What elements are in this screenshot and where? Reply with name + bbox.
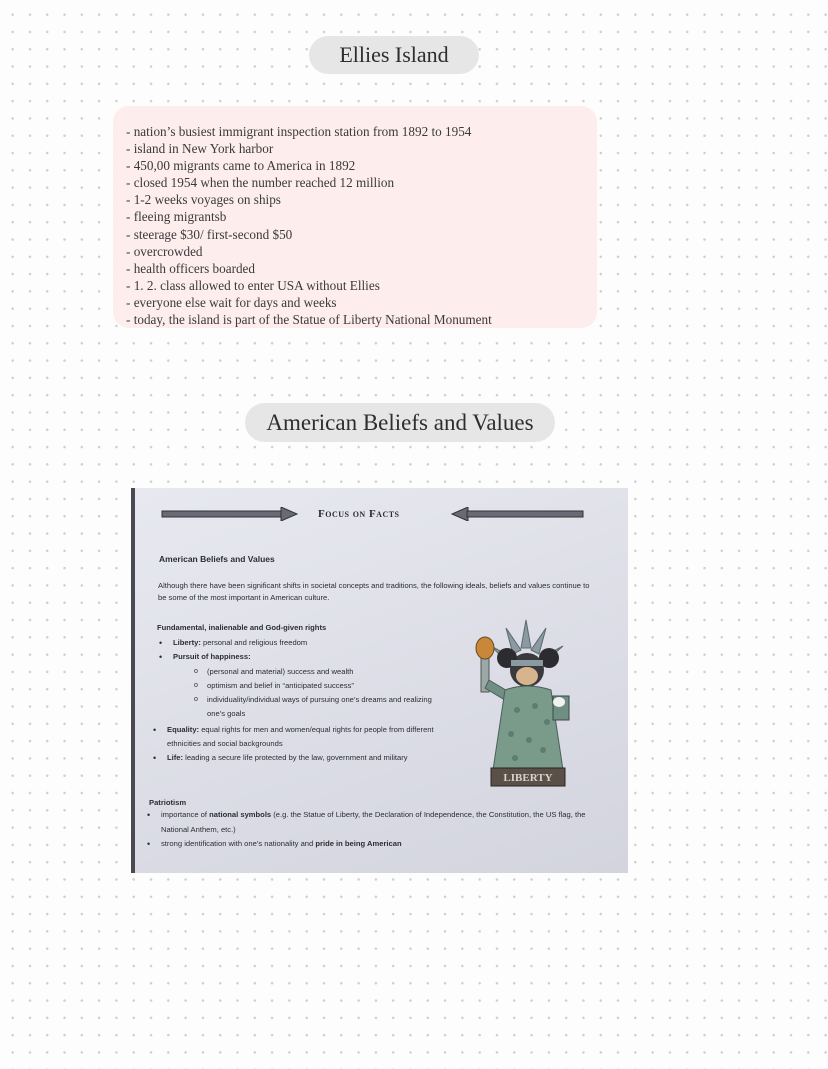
- note-line: - health officers boarded: [126, 260, 256, 276]
- photo-edge: [131, 488, 135, 873]
- rights-list: [157, 636, 417, 664]
- arrow-right-icon: [161, 507, 298, 521]
- mickey-liberty-figurine: [471, 618, 581, 788]
- list-item-text: personal and religious freedom: [200, 638, 308, 647]
- list-item-term: Pursuit of happiness:: [173, 652, 251, 661]
- patriotism-heading: Patriotism: [149, 798, 187, 807]
- figurine-label: LIBERTY: [503, 772, 553, 784]
- note-line: - nation’s busiest immigrant inspection station from 1892 to 1954: [126, 124, 472, 139]
- arrow-left-icon: [451, 507, 584, 521]
- beliefs-title: American Beliefs and Values: [245, 403, 555, 442]
- patriotism-pre: strong identification with one’s nationality and: [161, 839, 316, 848]
- note-line: - closed 1954 when the number reached 12 million: [126, 175, 395, 191]
- note-line: - everyone else wait for days and weeks: [126, 294, 337, 310]
- ellis-notes-list: [126, 123, 596, 328]
- list-item: [151, 751, 451, 765]
- rights-heading: Fundamental, inalienable and God-given rights: [157, 623, 327, 632]
- sublist-item: o individuality/individual ways of pursuing one’s dreams and realizing one’s goals: [191, 693, 441, 721]
- happiness-sublist: [191, 665, 441, 721]
- note-line: - today, the island is part of the Statue of Liberty National Monument: [126, 312, 492, 328]
- patriotism-item: [145, 837, 615, 852]
- list-item: [151, 723, 451, 751]
- list-item: [157, 650, 417, 664]
- rights-list-continued: [151, 723, 451, 765]
- note-line: - island in New York harbor: [126, 141, 274, 157]
- patriotism-term: national symbols: [209, 810, 272, 819]
- list-item-text: leading a secure life protected by the law, government and military: [183, 753, 408, 762]
- sublist-item: o optimism and belief in “anticipated success”: [191, 679, 441, 693]
- focus-on-facts-heading: Focus on Facts: [318, 508, 400, 520]
- patriotism-item: [145, 808, 615, 837]
- note-line: - 1. 2. class allowed to enter USA without Ellies: [126, 277, 380, 293]
- list-item-term: Equality:: [167, 725, 200, 734]
- ellis-island-title: Ellies Island: [309, 36, 479, 74]
- worksheet-intro: Although there have been significant shifts in societal concepts and traditions, the following ideals, beliefs and values continue to be some of the most important in American culture.: [158, 581, 590, 602]
- note-line: - fleeing migrantsb: [126, 209, 227, 225]
- patriotism-term: pride in being American: [315, 839, 402, 848]
- worksheet-subtitle: American Beliefs and Values: [159, 554, 275, 564]
- list-item-text: equal rights for men and women/equal rights for people from different ethnicities and social backgrounds: [167, 725, 434, 748]
- note-line: - 450,00 migrants came to America in 1892: [126, 158, 356, 174]
- note-line: - 1-2 weeks voyages on ships: [126, 192, 281, 208]
- patriotism-list: [145, 808, 615, 852]
- sublist-item: o (personal and material) success and wealth: [191, 665, 441, 679]
- list-item-term: Liberty:: [173, 638, 201, 647]
- note-line: - overcrowded: [126, 243, 203, 259]
- worksheet-photo: [131, 488, 628, 873]
- note-line: - steerage $30/ first-second $50: [126, 226, 293, 242]
- patriotism-pre: importance of: [161, 810, 210, 819]
- list-item: [157, 636, 417, 650]
- patriotism-post: (e.g. the Statue of Liberty, the Declaration of Independence, the Constitution, the US flag, the National Anthem, etc.): [161, 810, 586, 834]
- list-item-term: Life:: [167, 753, 184, 762]
